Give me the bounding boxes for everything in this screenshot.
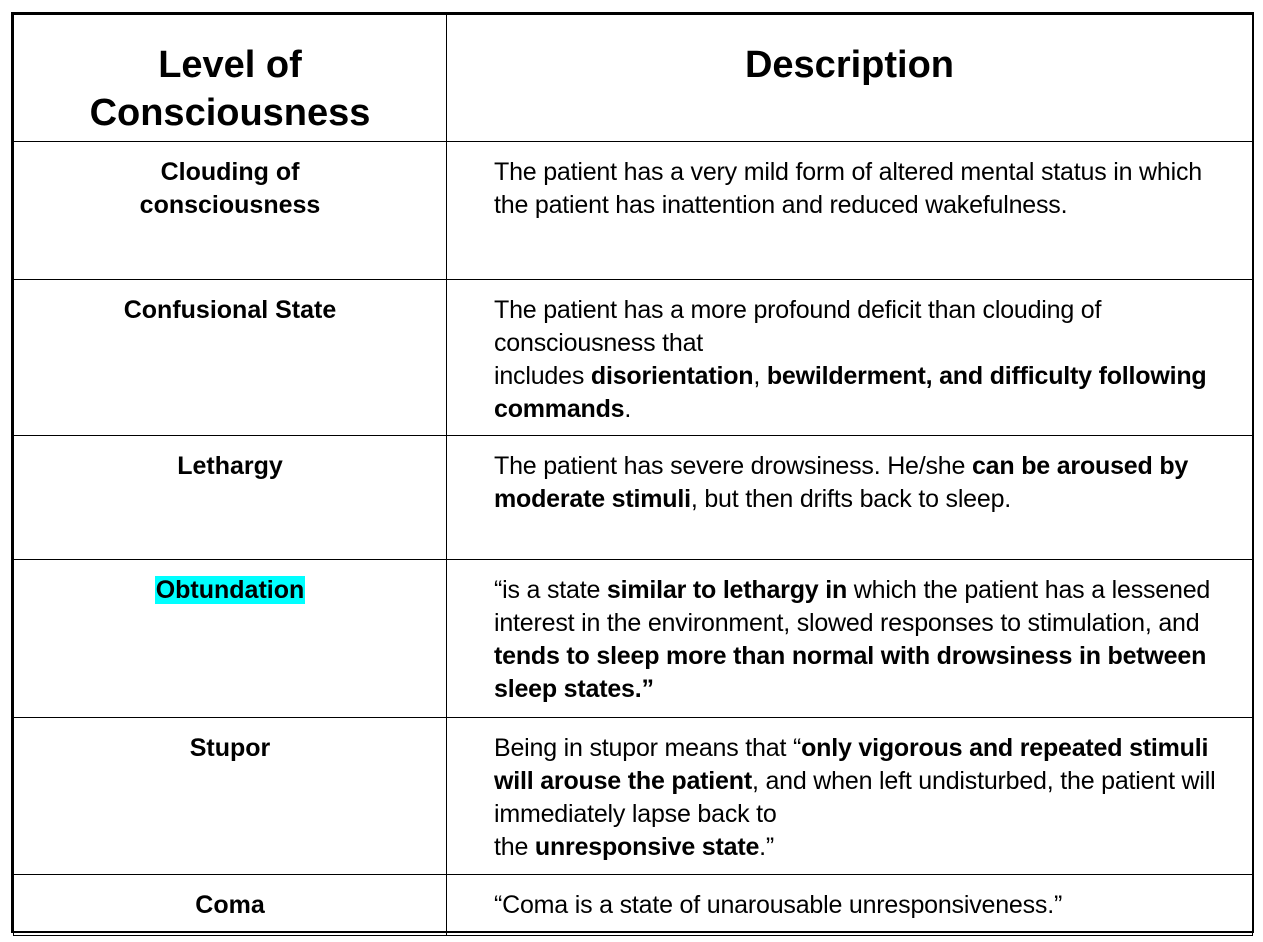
table-row xyxy=(14,718,1253,875)
level-cell-stupor: Stupor xyxy=(14,718,447,875)
level-cell-obtundation xyxy=(14,560,447,718)
header-level-of-consciousness: Level of Consciousness xyxy=(14,15,447,142)
table-row xyxy=(14,142,1253,280)
level-cell-coma: Coma xyxy=(14,875,447,936)
description-cell-clouding: The patient has a very mild form of altered mental status in which the patient has inattention and reduced wakefulness. xyxy=(447,142,1253,280)
description-cell-lethargy: The patient has severe drowsiness. He/she can be aroused by moderate stimuli, but then drifts back to sleep. xyxy=(447,436,1253,560)
level-cell-confusional-state: Confusional State xyxy=(14,280,447,436)
table-row xyxy=(14,280,1253,436)
header-description: Description xyxy=(447,15,1253,142)
description-cell-confusional-state: The patient has a more profound deficit than clouding of consciousness that includes disorientation, bewilderment, and difficulty following commands. xyxy=(447,280,1253,436)
highlighted-term: Obtundation xyxy=(155,576,305,604)
consciousness-levels-table xyxy=(11,12,1254,933)
level-cell-lethargy: Lethargy xyxy=(14,436,447,560)
table-header-row xyxy=(14,15,1253,142)
description-cell-coma: “Coma is a state of unarousable unresponsiveness.” xyxy=(447,875,1253,936)
description-cell-stupor: Being in stupor means that “only vigorous and repeated stimuli will arouse the patient, and when left undisturbed, the patient will immediately lapse back to the unresponsive state.” xyxy=(447,718,1253,875)
table-row xyxy=(14,875,1253,936)
level-cell-clouding: Clouding of consciousness xyxy=(14,142,447,280)
table-row xyxy=(14,560,1253,718)
description-cell-obtundation: “is a state similar to lethargy in which the patient has a lessened interest in the environment, slowed responses to stimulation, and tends to sleep more than normal with drowsiness in between sleep states.” xyxy=(447,560,1253,718)
table-row xyxy=(14,436,1253,560)
